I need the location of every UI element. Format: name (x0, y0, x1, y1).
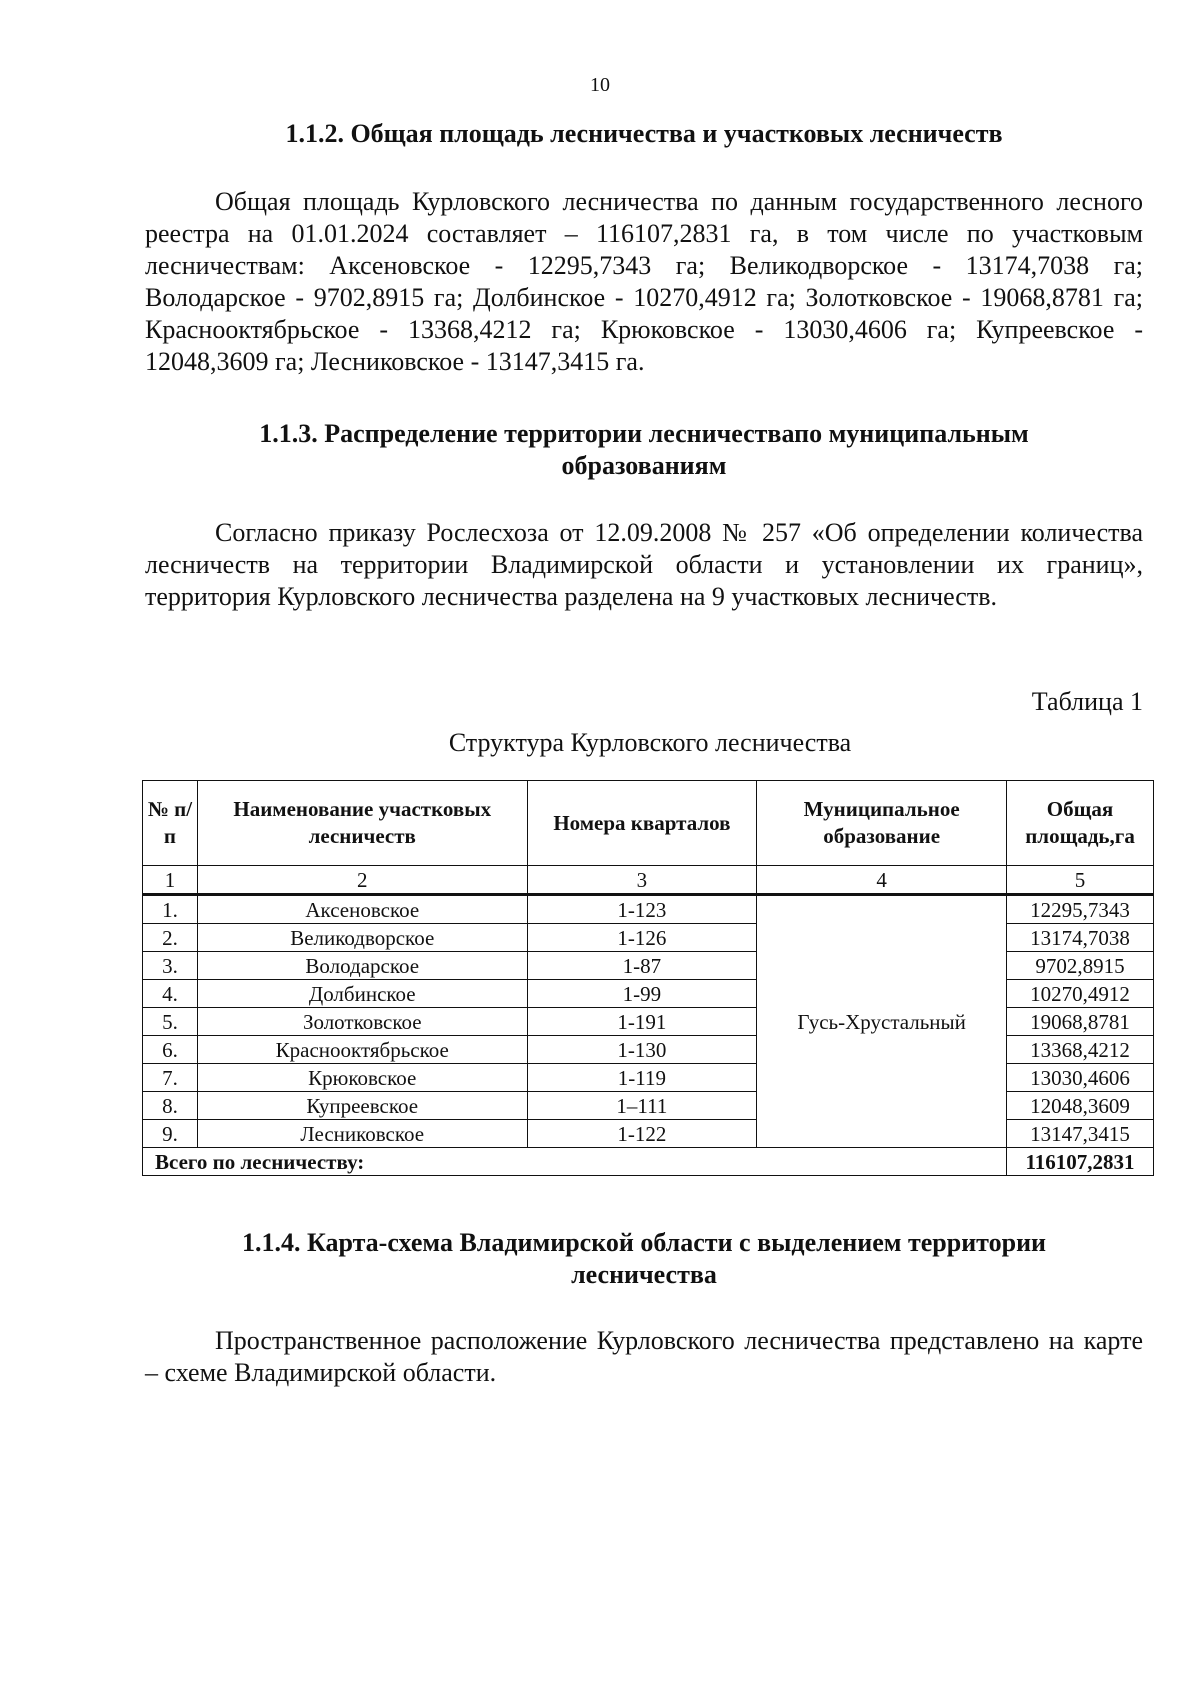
table-label: Таблица 1 (1031, 687, 1143, 716)
row-area: 13368,4212 (1007, 1036, 1154, 1064)
section-113-title (145, 418, 1143, 482)
row-quarters: 1-122 (527, 1120, 757, 1148)
row-name: Аксеновское (197, 895, 527, 924)
section-113-text: Согласно приказу Рослесхоза от 12.09.2008 № 257 «Об определении количества лесничеств на территории Владимирской области и установлении их границ», территория Курловского лесничества разделена на 9 участковых лесничеств. (145, 518, 1143, 611)
row-name: Володарское (197, 952, 527, 980)
row-area: 13030,4606 (1007, 1064, 1154, 1092)
section-114-title (145, 1227, 1143, 1291)
row-name: Золотковское (197, 1008, 527, 1036)
section-114-text: Пространственное расположение Курловского лесничества представлено на карте – схеме Владимирской области. (145, 1326, 1143, 1387)
section-112-title: 1.1.2. Общая площадь лесничества и участковых лесничеств (285, 119, 1003, 148)
municipality-cell: Гусь-Хрустальный (757, 895, 1007, 1148)
forestry-structure-table (142, 780, 1154, 1176)
row-num: 4. (143, 980, 198, 1008)
column-number: 1 (143, 866, 198, 895)
row-area: 12295,7343 (1007, 895, 1154, 924)
section-113-title-line1: 1.1.3. Распределение территории лесничествапо муниципальным (259, 419, 1029, 448)
row-name: Купреевское (197, 1092, 527, 1120)
row-name: Краснооктябрьское (197, 1036, 527, 1064)
page-number: 10 (590, 74, 610, 96)
row-num: 5. (143, 1008, 198, 1036)
row-num: 7. (143, 1064, 198, 1092)
section-113-title-line2: образованиям (561, 451, 727, 480)
column-number: 2 (197, 866, 527, 895)
column-number: 3 (527, 866, 757, 895)
row-name: Крюковское (197, 1064, 527, 1092)
row-area: 10270,4912 (1007, 980, 1154, 1008)
row-name: Долбинское (197, 980, 527, 1008)
header-municipality: Муниципальное образование (757, 781, 1007, 866)
table-row (143, 895, 1154, 924)
column-number: 4 (757, 866, 1007, 895)
section-114-title-line2: лесничества (571, 1260, 717, 1289)
row-quarters: 1-87 (527, 952, 757, 980)
row-num: 2. (143, 924, 198, 952)
header-num: № п/п (143, 781, 198, 866)
row-name: Лесниковское (197, 1120, 527, 1148)
header-area: Общая площадь,га (1007, 781, 1154, 866)
table-caption: Структура Курловского лесничества (448, 728, 852, 757)
total-label: Всего по лесничеству: (143, 1148, 1007, 1176)
row-name: Великодворское (197, 924, 527, 952)
row-quarters: 1-126 (527, 924, 757, 952)
row-num: 9. (143, 1120, 198, 1148)
total-value: 116107,2831 (1007, 1148, 1154, 1176)
row-num: 8. (143, 1092, 198, 1120)
table-header-row (143, 781, 1154, 866)
row-quarters: 1-191 (527, 1008, 757, 1036)
table-total-row (143, 1148, 1154, 1176)
row-area: 13147,3415 (1007, 1120, 1154, 1148)
row-quarters: 1-99 (527, 980, 757, 1008)
row-quarters: 1–111 (527, 1092, 757, 1120)
header-quarters: Номера кварталов (527, 781, 757, 866)
row-area: 12048,3609 (1007, 1092, 1154, 1120)
section-112-text: Общая площадь Курловского лесничества по данным государственного лесного реестра на 01.01.2024 составляет – 116107,2831 га, в том числе по участковым лесничествам: Аксеновское - 12295,7343 га; Великодворское - 13174,7038 га; Володарское - 9702,8915 га; Долбинское - 10270,4912 га; Золотковское - 19068,8781 га; Краснооктябрьское - 13368,4212 га; Крюковское - 13030,4606 га; Купреевское - 12048,3609 га; Лесниковское - 13147,3415 га. (145, 187, 1143, 376)
row-area: 19068,8781 (1007, 1008, 1154, 1036)
column-number-row (143, 866, 1154, 895)
row-num: 1. (143, 895, 198, 924)
row-area: 13174,7038 (1007, 924, 1154, 952)
row-quarters: 1-119 (527, 1064, 757, 1092)
section-114-title-line1: 1.1.4. Карта-схема Владимирской области с выделением территории (241, 1228, 1047, 1257)
row-quarters: 1-123 (527, 895, 757, 924)
row-num: 3. (143, 952, 198, 980)
column-number: 5 (1007, 866, 1154, 895)
row-num: 6. (143, 1036, 198, 1064)
row-area: 9702,8915 (1007, 952, 1154, 980)
header-name: Наименование участковых лесничеств (197, 781, 527, 866)
row-quarters: 1-130 (527, 1036, 757, 1064)
